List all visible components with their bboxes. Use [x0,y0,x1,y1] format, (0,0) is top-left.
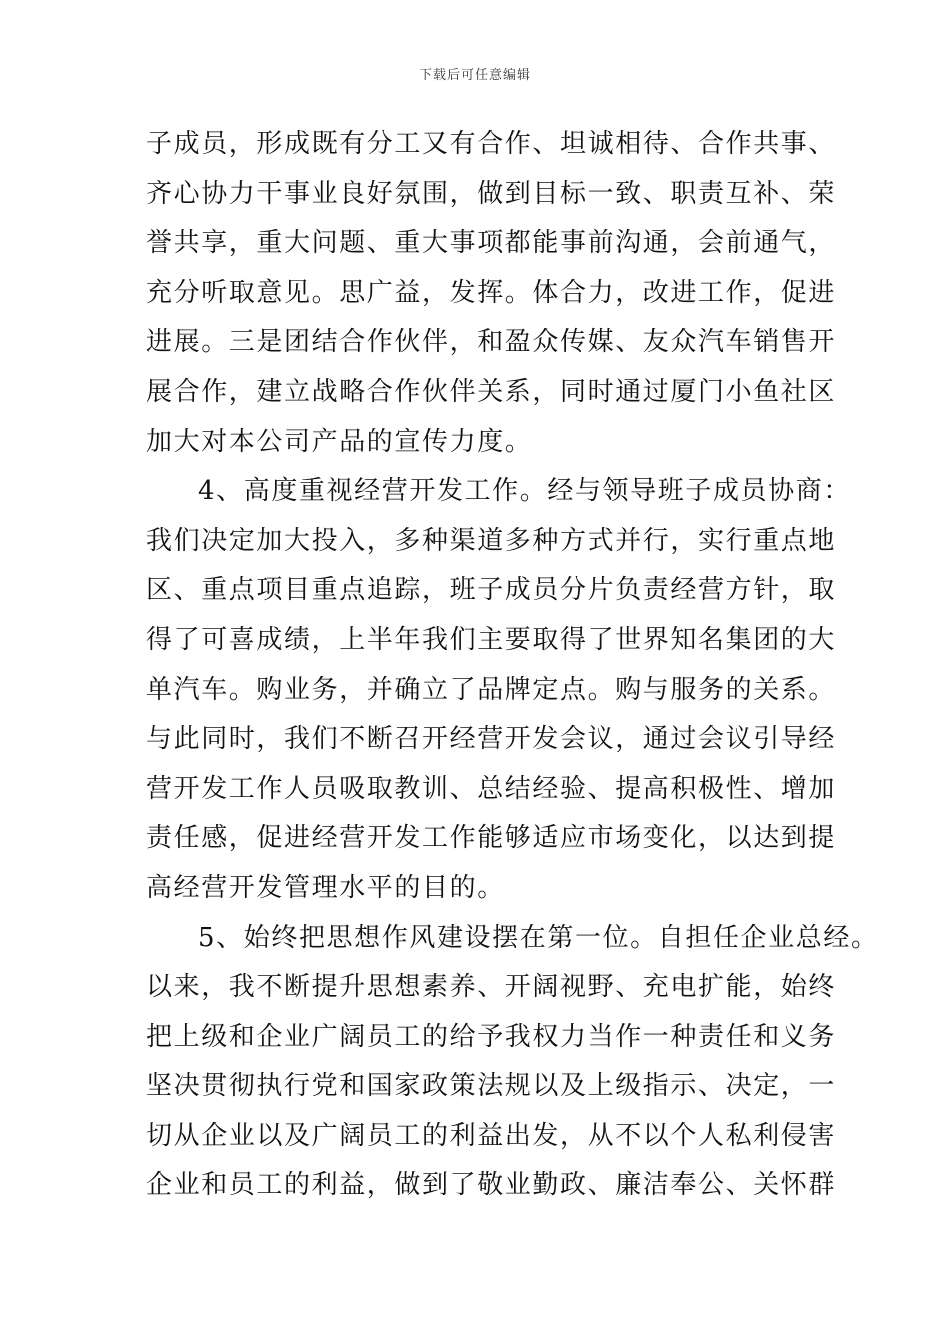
text-line: 把上级和企业广阔员工的给予我权力当作一种责任和义务 [146,1021,837,1052]
text-line: 与此同时，我们不断召开经营开发会议，通过会议引导经 [146,724,837,755]
text-line: 齐心协力干事业良好氛围，做到目标一致、职责互补、荣 [146,178,837,209]
paragraph-start-line: 5、始终把思想作风建设摆在第一位。自担任企业总经。 [198,922,879,953]
document-body [146,120,879,1211]
text-line: 子成员，形成既有分工又有合作、坦诚相待、合作共事、 [146,129,837,159]
text-line: 营开发工作人员吸取教训、总结经验、提高积极性、增加 [146,773,837,804]
text-line: 区、重点项目重点追踪，班子成员分片负责经营方针，取 [146,575,837,606]
text-line: 得了可喜成绩，上半年我们主要取得了世界知名集团的大 [146,624,837,655]
text-line: 誉共享，重大问题、重大事项都能事前沟通，会前通气， [146,228,837,259]
paragraph-start-line: 4、高度重视经营开发工作。经与领导班子成员协商： [198,476,851,507]
text-line: 加大对本公司产品的宣传力度。 [146,426,533,457]
text-line: 单汽车。购业务，并确立了品牌定点。购与服务的关系。 [146,674,837,705]
text-line: 坚决贯彻执行党和国家政策法规以及上级指示、决定，一 [146,1071,837,1102]
text-line: 我们决定加大投入，多种渠道多种方式并行，实行重点地 [146,525,837,556]
text-line: 展合作，建立战略合作伙伴关系，同时通过厦门小鱼社区 [146,376,837,407]
page-header: 下载后可任意编辑 [418,68,531,83]
text-line: 企业和员工的利益，做到了敬业勤政、廉洁奉公、关怀群 [146,1170,837,1201]
text-line: 高经营开发管理水平的目的。 [146,872,505,903]
text-line: 充分听取意见。思广益，发挥。体合力，改进工作，促进 [146,277,837,308]
text-line: 以来，我不断提升思想素养、开阔视野、充电扩能，始终 [146,972,837,1003]
text-line: 责任感，促进经营开发工作能够适应市场变化，以达到提 [146,823,837,854]
text-line: 切从企业以及广阔员工的利益出发，从不以个人私利侵害 [146,1120,837,1151]
text-line: 进展。三是团结合作伙伴，和盈众传媒、友众汽车销售开 [146,327,837,358]
